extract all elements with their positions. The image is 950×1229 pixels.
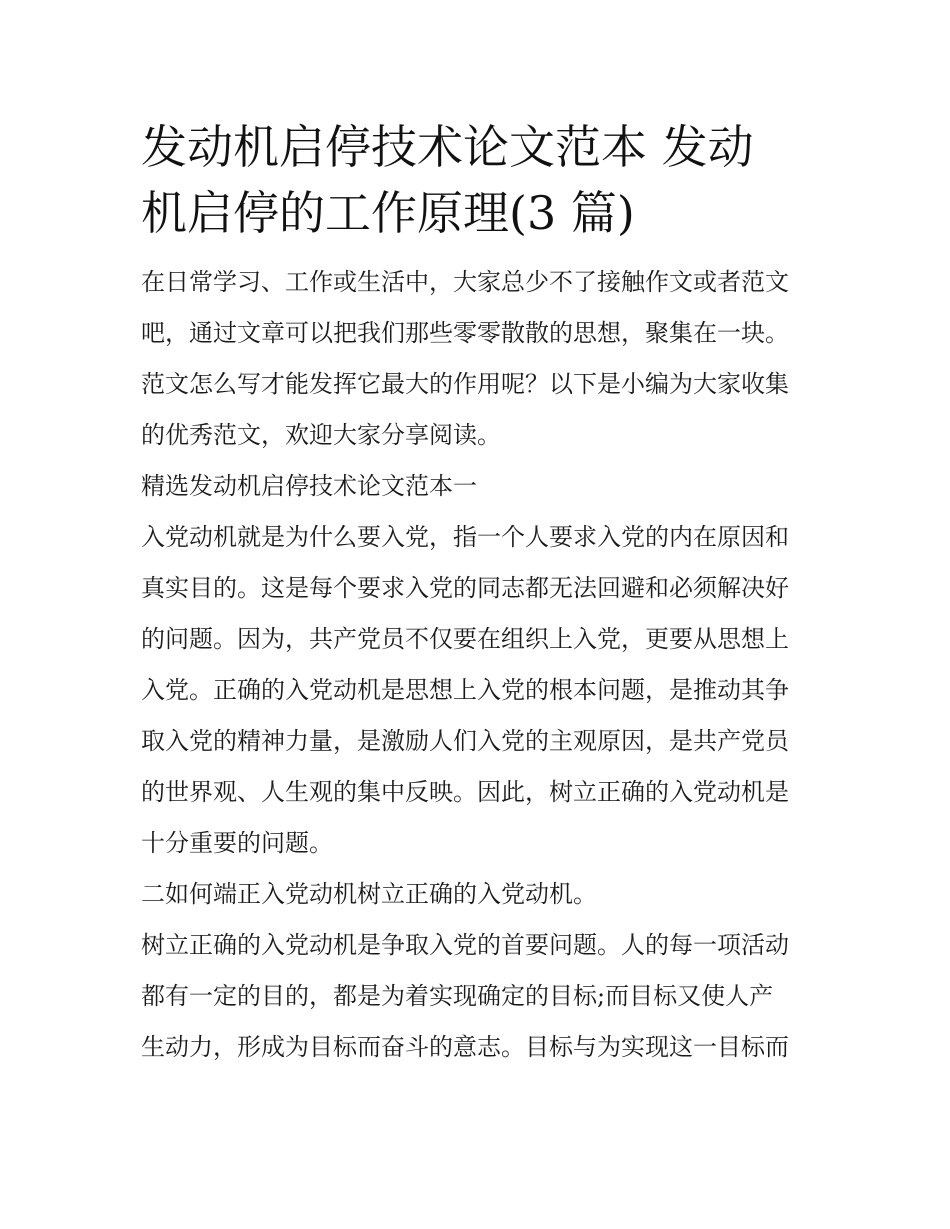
body-line: 吧，通过文章可以把我们那些零零散散的思想，聚集在一块。: [141, 319, 789, 347]
body-line: 的优秀范文，欢迎大家分享阅读。: [141, 421, 501, 449]
document-body: [141, 257, 813, 1073]
body-line: 入党。正确的入党动机是思想上入党的根本问题，是推动其争: [141, 676, 789, 704]
body-line: 树立正确的入党动机是争取入党的首要问题。人的每一项活动: [141, 931, 789, 959]
body-line: 在日常学习、工作或生活中，大家总少不了接触作文或者范文: [141, 268, 789, 296]
title-line: 机启停的工作原理(3 篇): [141, 186, 635, 240]
body-line: 入党动机就是为什么要入党，指一个人要求入党的内在原因和: [141, 523, 789, 551]
body-line: 的世界观、人生观的集中反映。因此，树立正确的入党动机是: [141, 778, 789, 806]
body-line: 范文怎么写才能发挥它最大的作用呢？以下是小编为大家收集: [141, 370, 789, 398]
section-heading: 二如何端正入党动机树立正确的入党动机。: [141, 880, 597, 908]
body-line: 生动力，形成为目标而奋斗的意志。目标与为实现这一目标而: [141, 1033, 789, 1061]
document-content: [141, 114, 813, 1073]
body-line: 取入党的精神力量，是激励人们入党的主观原因，是共产党员: [141, 727, 789, 755]
body-line: 都有一定的目的，都是为着实现确定的目标;而目标又使人产: [141, 982, 774, 1010]
body-line: 十分重要的问题。: [141, 829, 333, 857]
body-line: 的问题。因为，共产党员不仅要在组织上入党，更要从思想上: [141, 625, 789, 653]
body-line: 真实目的。这是每个要求入党的同志都无法回避和必须解决好: [141, 574, 789, 602]
section-heading: 精选发动机启停技术论文范本一: [141, 472, 477, 500]
document-title: [141, 114, 813, 246]
title-line: 发动机启停技术论文范本 发动: [141, 120, 754, 174]
